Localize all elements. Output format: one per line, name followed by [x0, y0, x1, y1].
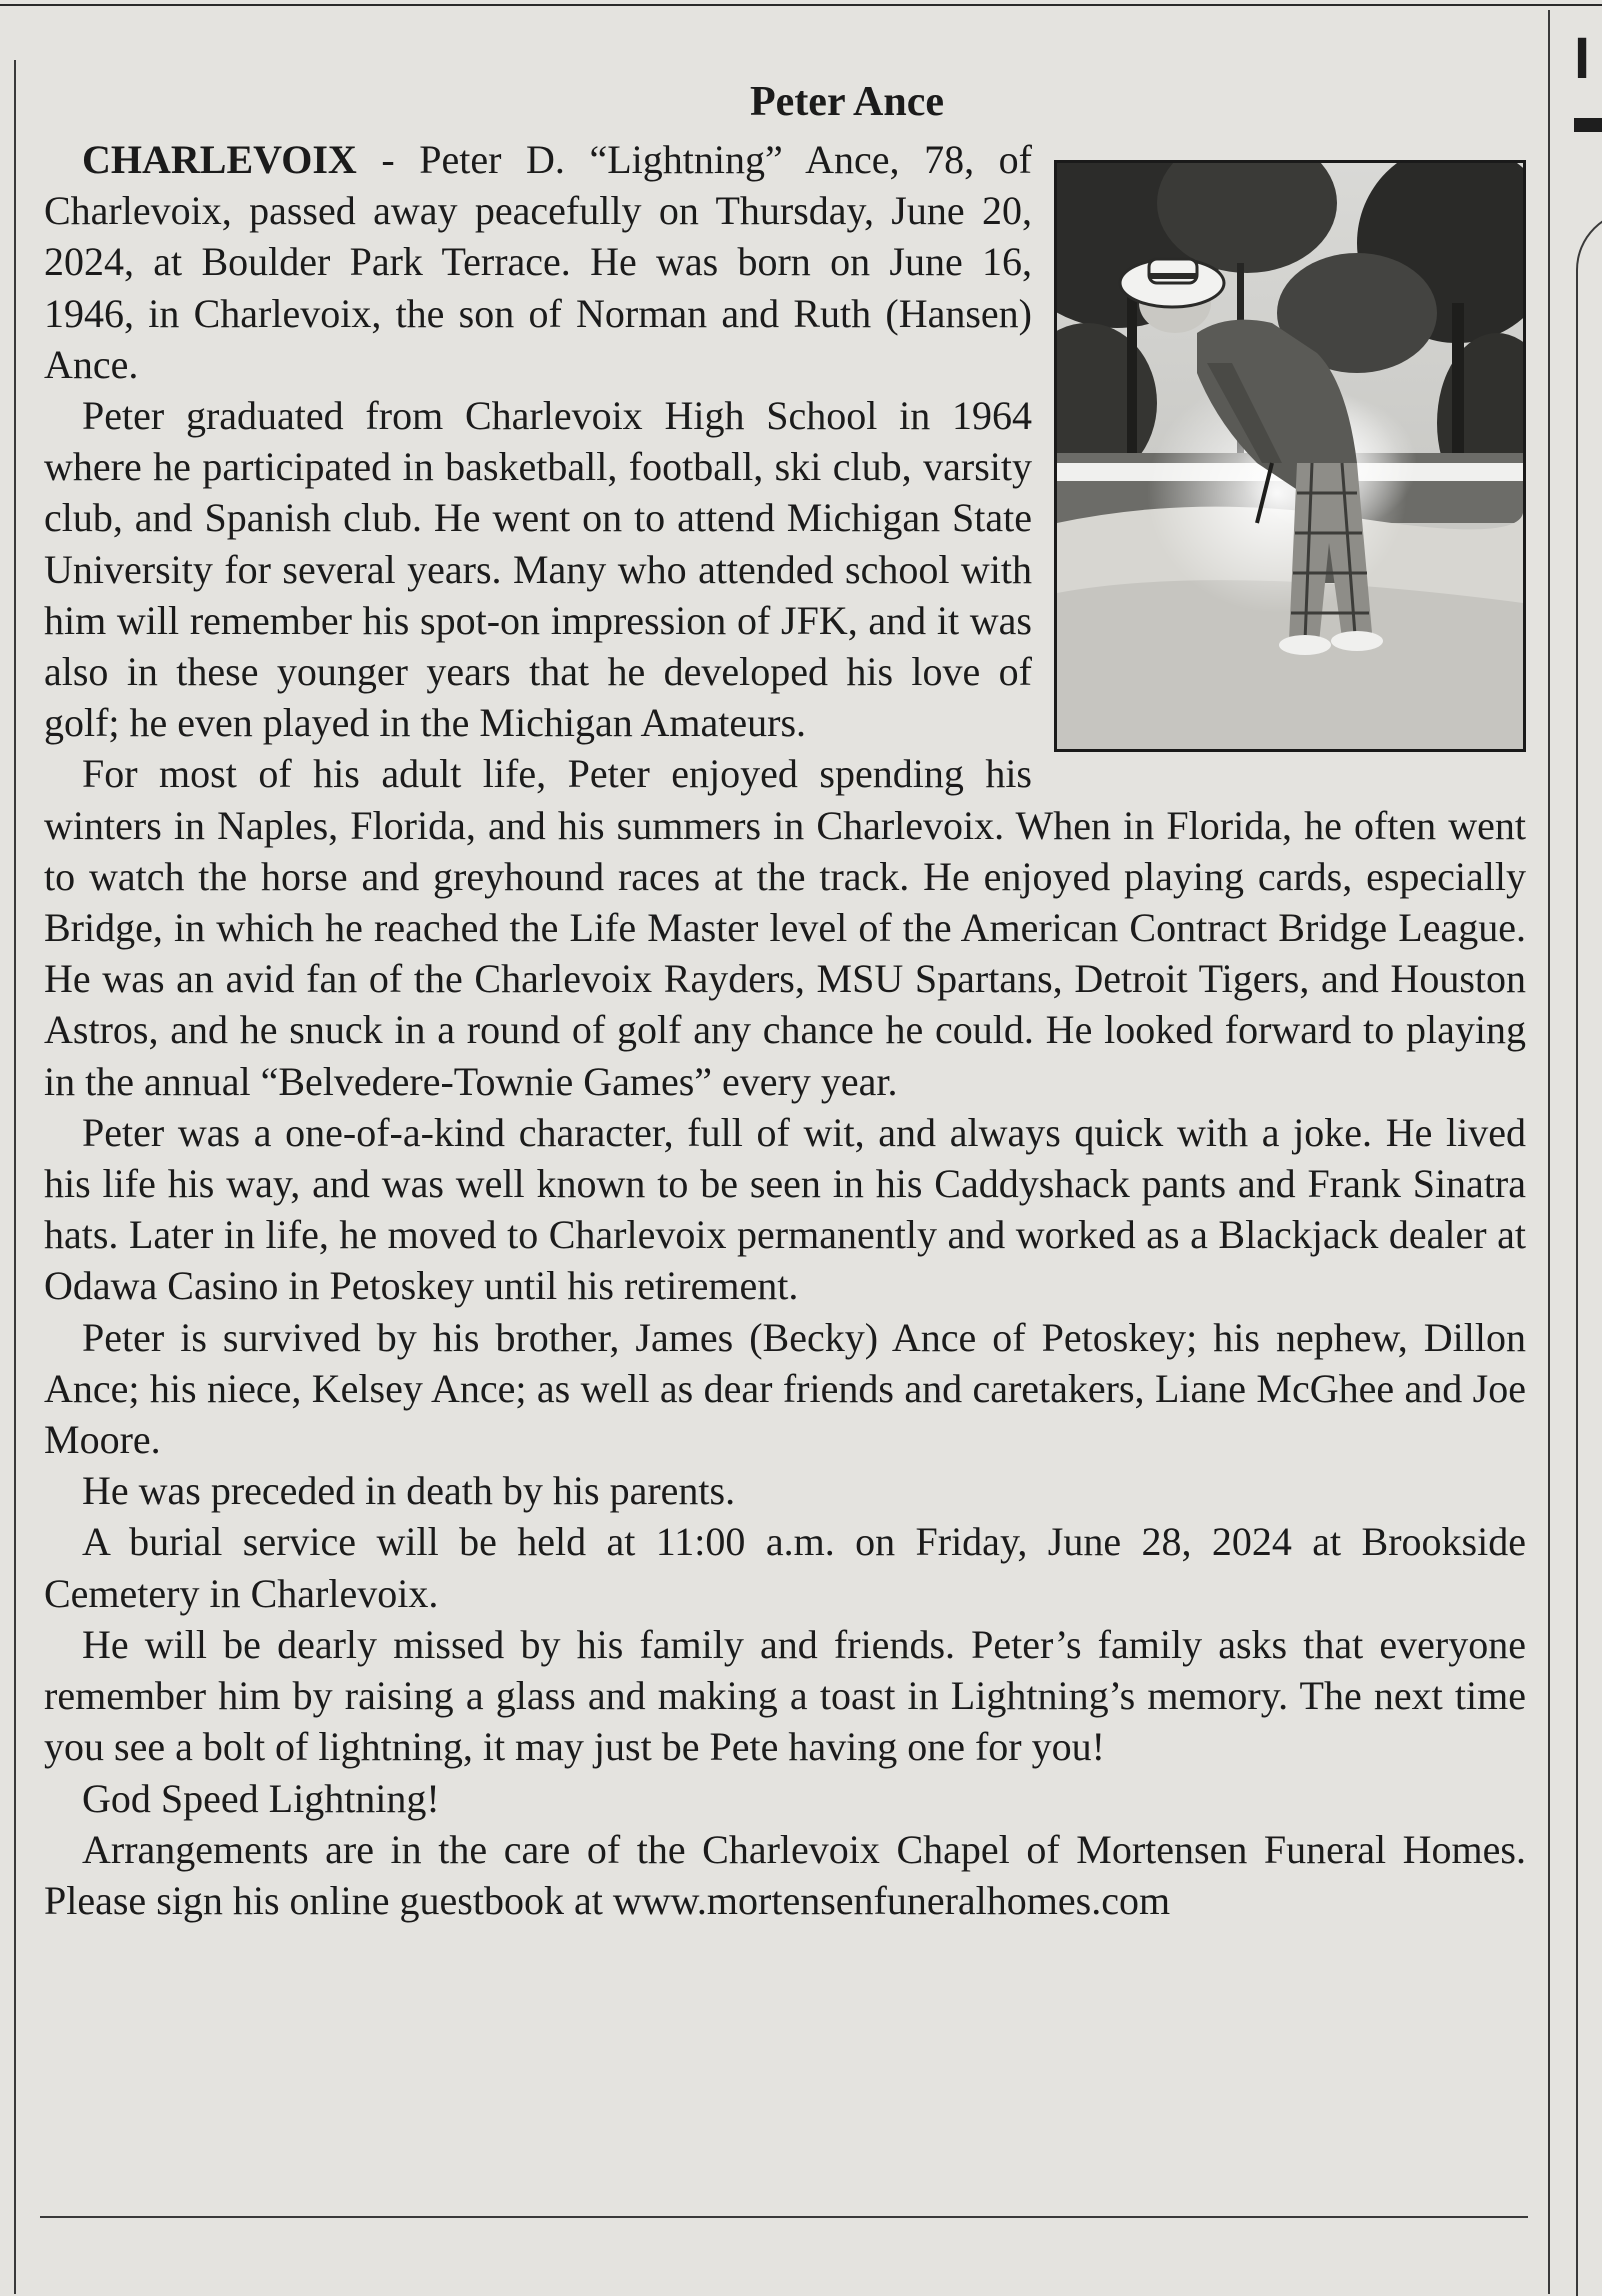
paragraph-character: Peter was a one-of-a-kind character, full of wit, and always quick with a joke. He lived his life his way, and was well known to be seen in his Caddyshack pants and Frank Sinatra hats. Later in life, he moved to Charlevoix permanently and worked as a Blackjack dealer at Odawa Casino in Petoskey until his retirement.: [44, 1109, 1526, 1309]
paragraph-farewell: God Speed Lightning!: [82, 1775, 440, 1821]
adjacent-column-bar: [1574, 118, 1602, 132]
paragraph-arrangements: Arrangements are in the care of the Charlevoix Chapel of Mortensen Funeral Homes. Please sign his online guestbook at www.mortensenfuneralhomes.com: [44, 1826, 1526, 1923]
paragraph-adult-life: For most of his adult life, Peter enjoyed spending his winters in Naples, Florida, and his summers in Charlevoix. When in Florida, he often went to watch the horse and greyhound races at the track. He enjoyed playing cards, especially Bridge, in which he reached the Life Master level of the American Contract Bridge League. He was an avid fan of the Charlevoix Rayders, MSU Spartans, Detroit Tigers, and Houston Astros, and he snuck in a round of golf any chance he could. He looked forward to playing in the annual “Belvedere-Townie Games” every year.: [44, 751, 1526, 1104]
obituary-title: Peter Ance: [750, 79, 944, 125]
obituary-body: [44, 134, 1526, 1926]
obituary-article: [44, 74, 1526, 1926]
top-border-rule: [0, 4, 1602, 6]
golfer-photo: [1054, 160, 1526, 752]
paragraph-preceded: He was preceded in death by his parents.: [82, 1468, 736, 1514]
column-divider-rule: [1548, 10, 1550, 2294]
adjacent-column-heading-fragment: I: [1574, 26, 1591, 91]
golfer-in-bunker-photo-icon: [1057, 163, 1523, 749]
left-border-rule: [14, 60, 16, 2294]
paragraph-education: Peter graduated from Charlevoix High School in 1964 where he participated in basketball, football, ski club, varsity club, and Spanish club. He went on to attend Michigan State University for several years. Many who attended school with him will remember his spot-on impression of JFK, and it was also in these younger years that he developed his love of golf; he even played in the Michigan Amateurs.: [44, 393, 1032, 746]
paragraph-remembrance: He will be dearly missed by his family and friends. Peter’s family asks that everyone remember him by raising a glass and making a toast in Lightning’s memory. The next time you see a bolt of lightning, it may just be Pete having one for you!: [44, 1621, 1526, 1770]
adjacent-column-border: [1576, 210, 1602, 2296]
lead-paragraph-text: - Peter D. “Lightning” Ance, 78, of Charlevoix, passed away peacefully on Thursday, June 20, 2024, at Boulder Park Terrace. He was born on June 16, 1946, in Charlevoix, the son of Norman and Ruth (Hansen) Ance.: [44, 137, 1032, 387]
paragraph-burial-service: A burial service will be held at 11:00 a.m. on Friday, June 28, 2024 at Brookside Cemetery in Charlevoix.: [44, 1519, 1526, 1616]
bottom-border-rule: [40, 2216, 1528, 2218]
paragraph-survivors: Peter is survived by his brother, James (Becky) Ance of Petoskey; his nephew, Dillon Ance; his niece, Kelsey Ance; as well as dear friends and caretakers, Liane McGhee and Joe Moore.: [44, 1314, 1526, 1463]
dateline: CHARLEVOIX: [82, 137, 357, 182]
